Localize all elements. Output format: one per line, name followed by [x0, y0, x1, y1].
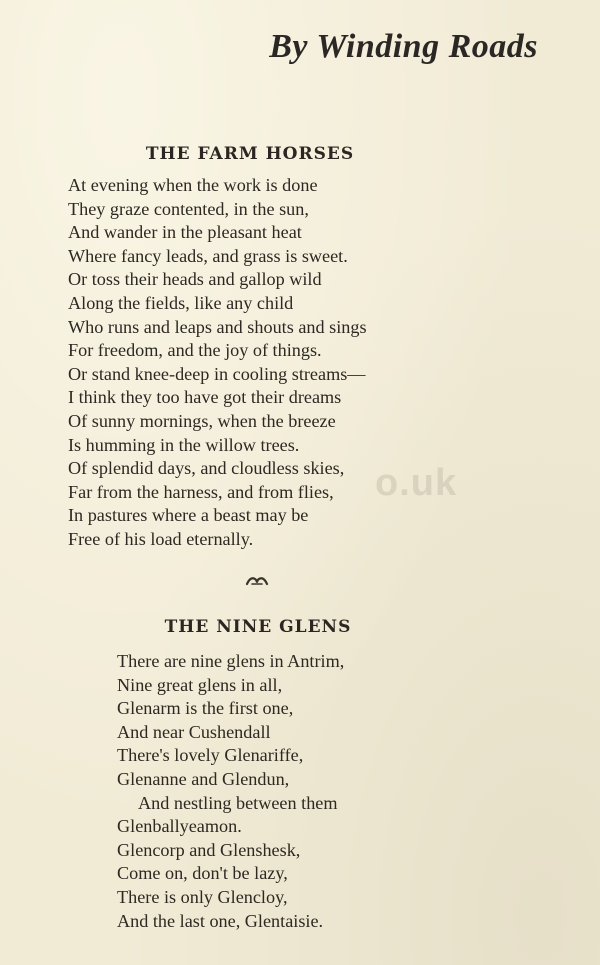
poem-line: And the last one, Glentaisie. [117, 910, 324, 931]
poem-line: And near Cushendall [117, 721, 271, 742]
poem-line: There is only Glencloy, [117, 886, 288, 907]
poem-line: Glencorp and Glenshesk, [117, 839, 301, 860]
poem-line: Far from the harness, and from flies, [68, 481, 334, 502]
poem-line: Glenanne and Glendun, [117, 768, 290, 789]
poem-line: Is humming in the willow trees. [68, 434, 300, 455]
poem-line: Of splendid days, and cloudless skies, [68, 458, 345, 479]
poem-line: There's lovely Glenariffe, [117, 745, 304, 766]
poem-line: They graze contented, in the sun, [68, 198, 309, 219]
poem-body-farm-horses [68, 174, 367, 552]
poem-line: Or toss their heads and gallop wild [68, 269, 322, 290]
book-title: By Winding Roads [269, 28, 538, 65]
poem-line: Come on, don't be lazy, [117, 863, 288, 884]
poem-line: For freedom, and the joy of things. [68, 340, 322, 361]
poem-line: Of sunny mornings, when the breeze [68, 410, 336, 431]
poem-title-farm-horses: THE FARM HORSES [145, 144, 355, 164]
poem-line: Along the fields, like any child [68, 292, 294, 313]
poem-line: I think they too have got their dreams [68, 387, 342, 408]
poem-body-nine-glens [117, 650, 344, 933]
poem-line: And wander in the pleasant heat [68, 222, 302, 243]
poem-line: Where fancy leads, and grass is sweet. [68, 245, 348, 266]
printer-flourish-icon [245, 574, 269, 588]
poem-title-nine-glens: THE NINE GLENS [164, 617, 352, 637]
poem-line: There are nine glens in Antrim, [117, 651, 345, 671]
watermark-text: o.uk [375, 462, 458, 504]
poem-line: In pastures where a beast may be [68, 505, 309, 526]
poem-line: Glenarm is the first one, [117, 698, 294, 719]
poem-line: At evening when the work is done [68, 175, 318, 195]
poem-line: Or stand knee-deep in cooling streams— [68, 363, 366, 384]
poem-line: Who runs and leaps and shouts and sings [68, 316, 367, 337]
poem-line: Free of his load eternally. [68, 528, 254, 549]
poem-line: Glenballyeamon. [117, 816, 242, 837]
poem-line: Nine great glens in all, [117, 674, 283, 695]
poem-line: And nestling between them [138, 792, 338, 813]
